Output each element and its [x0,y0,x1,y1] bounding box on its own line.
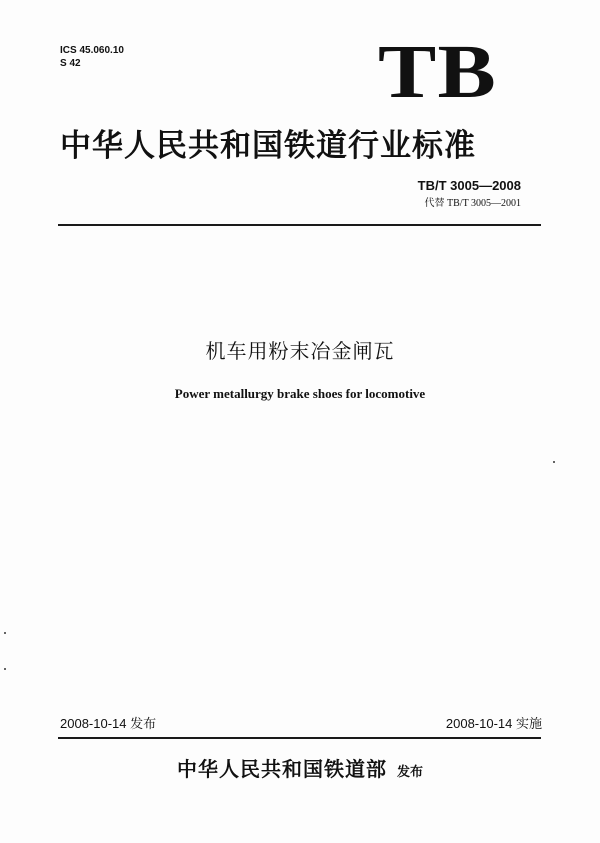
tb-logo: TB [378,30,497,114]
ccs-code: S 42 [60,58,81,69]
issuer-action: 发布 [396,765,423,780]
classification-codes [60,44,124,70]
document-title-english: Power metallurgy brake shoes for locomotive [174,386,426,401]
bottom-divider [58,737,541,739]
scan-speck [4,668,6,670]
effective-date: 2008-10-14 实施 [445,716,542,731]
top-divider [58,224,541,226]
issue-date: 2008-10-14 发布 [60,716,157,731]
replaces-standard: 代替 TB/T 3005—2001 [424,198,521,209]
scan-speck [4,632,6,634]
standard-number: TB/T 3005—2008 [417,178,521,193]
issuer-name: 中华人民共和国铁道部 [176,757,387,781]
ics-code: ICS 45.060.10 [60,45,124,56]
scan-speck [553,461,555,463]
document-title-chinese: 机车用粉末冶金闸瓦 [205,339,395,363]
standard-category-title: 中华人民共和国铁道行业标准 [60,128,476,164]
issuer-line [0,756,600,786]
